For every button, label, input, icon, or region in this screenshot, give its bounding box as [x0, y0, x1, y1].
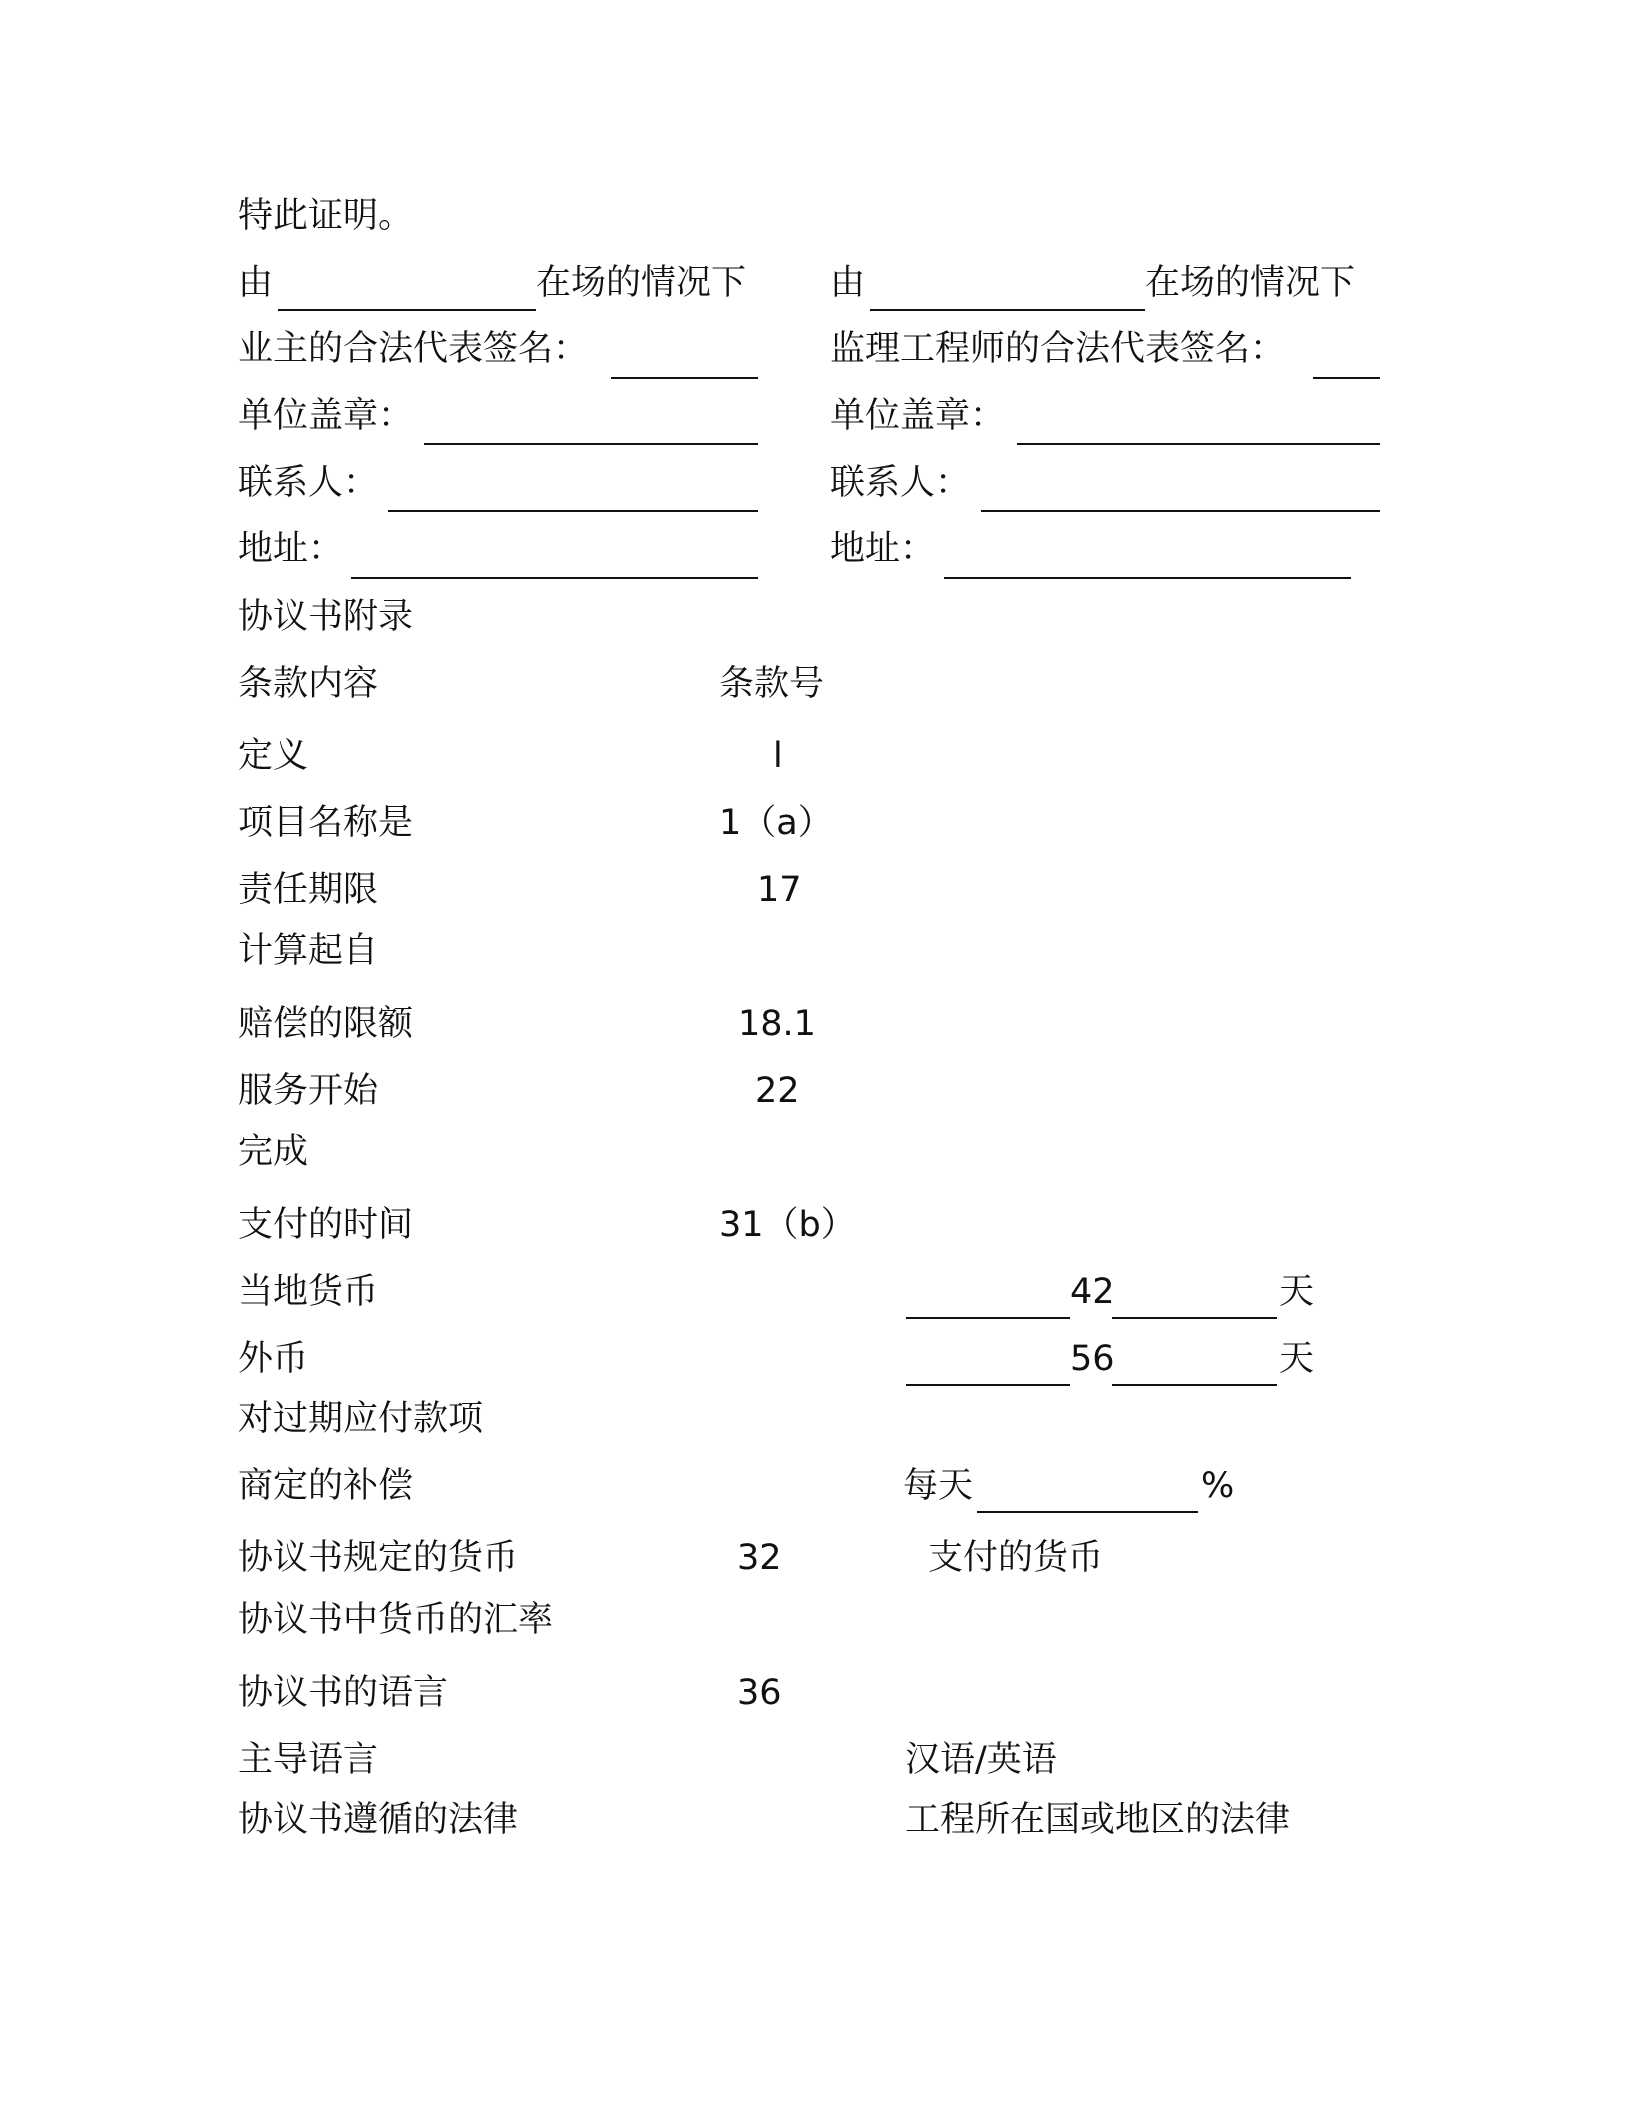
- row-definition-clause: l: [773, 736, 783, 776]
- right-present-party-field[interactable]: [870, 309, 1145, 311]
- row-compensation-limit-clause: 18.1: [738, 1004, 816, 1044]
- right-presence-label: 在场的情况下: [1145, 263, 1356, 303]
- row-payment-time-clause: 31（b）: [719, 1205, 856, 1245]
- left-by-label: 由: [238, 263, 274, 303]
- row-definition-label: 定义: [238, 736, 309, 776]
- row-governing-language-value: 汉语/英语: [905, 1740, 1057, 1780]
- row-service-start-clause: 22: [755, 1071, 800, 1111]
- right-contact-field[interactable]: [981, 510, 1380, 512]
- right-contact-label: 联系人：: [830, 463, 971, 503]
- local-currency-blank-left[interactable]: [906, 1317, 1070, 1319]
- row-agreement-currency-clause: 32: [737, 1538, 782, 1578]
- right-seal-label: 单位盖章：: [830, 396, 1006, 436]
- row-agreement-currency-value: 支付的货币: [928, 1538, 1104, 1578]
- row-local-currency-days: 42: [1070, 1272, 1115, 1312]
- row-agreed-compensation-unit: %: [1201, 1466, 1235, 1506]
- row-local-currency-unit: 天: [1279, 1272, 1315, 1312]
- agreed-compensation-rate-field[interactable]: [977, 1511, 1198, 1513]
- left-address-label: 地址：: [238, 529, 344, 569]
- row-payment-time-label: 支付的时间: [238, 1205, 414, 1245]
- local-currency-blank-right[interactable]: [1112, 1317, 1277, 1319]
- row-agreement-language-clause: 36: [737, 1673, 782, 1713]
- header-clause-number: 条款号: [719, 664, 825, 704]
- left-contact-label: 联系人：: [238, 463, 379, 503]
- foreign-currency-blank-right[interactable]: [1112, 1384, 1277, 1386]
- left-contact-field[interactable]: [388, 510, 758, 512]
- right-by-label: 由: [830, 263, 866, 303]
- left-present-party-field[interactable]: [278, 309, 536, 311]
- row-governing-law-label: 协议书遵循的法律: [238, 1800, 519, 1840]
- row-agreement-currency-label: 协议书规定的货币: [238, 1538, 519, 1578]
- closing-text: 特此证明。: [238, 196, 414, 236]
- row-liability-period-clause: 17: [757, 870, 802, 910]
- row-agreed-compensation-label: 商定的补偿: [238, 1466, 414, 1506]
- owner-signature-label: 业主的合法代表签名：: [238, 329, 589, 369]
- left-seal-label: 单位盖章：: [238, 396, 414, 436]
- row-exchange-rate-label: 协议书中货币的汇率: [238, 1600, 554, 1640]
- engineer-signature-label: 监理工程师的合法代表签名：: [830, 329, 1286, 369]
- row-calculated-from-label: 计算起自: [238, 931, 379, 971]
- row-service-start-label: 服务开始: [238, 1071, 379, 1111]
- foreign-currency-blank-left[interactable]: [906, 1384, 1070, 1386]
- appendix-title: 协议书附录: [238, 597, 414, 637]
- right-address-field[interactable]: [944, 577, 1351, 579]
- right-address-label: 地址：: [830, 529, 936, 569]
- left-presence-label: 在场的情况下: [536, 263, 747, 303]
- engineer-signature-field[interactable]: [1313, 377, 1380, 379]
- header-clause-content: 条款内容: [238, 664, 379, 704]
- row-completion-label: 完成: [238, 1132, 309, 1172]
- row-foreign-currency-label: 外币: [238, 1339, 309, 1379]
- owner-signature-field[interactable]: [611, 377, 758, 379]
- left-seal-field[interactable]: [424, 443, 758, 445]
- row-foreign-currency-unit: 天: [1279, 1339, 1315, 1379]
- right-seal-field[interactable]: [1017, 443, 1380, 445]
- row-agreed-compensation-prefix: 每天: [903, 1466, 974, 1506]
- row-governing-language-label: 主导语言: [238, 1740, 379, 1780]
- row-overdue-label: 对过期应付款项: [238, 1399, 484, 1439]
- row-local-currency-label: 当地货币: [238, 1272, 379, 1312]
- left-address-field[interactable]: [351, 577, 758, 579]
- row-project-name-label: 项目名称是: [238, 803, 414, 843]
- row-liability-period-label: 责任期限: [238, 870, 379, 910]
- row-agreement-language-label: 协议书的语言: [238, 1673, 449, 1713]
- row-project-name-clause: 1（a）: [719, 803, 833, 843]
- row-foreign-currency-days: 56: [1070, 1339, 1115, 1379]
- row-compensation-limit-label: 赔偿的限额: [238, 1004, 414, 1044]
- row-governing-law-value: 工程所在国或地区的法律: [905, 1800, 1291, 1840]
